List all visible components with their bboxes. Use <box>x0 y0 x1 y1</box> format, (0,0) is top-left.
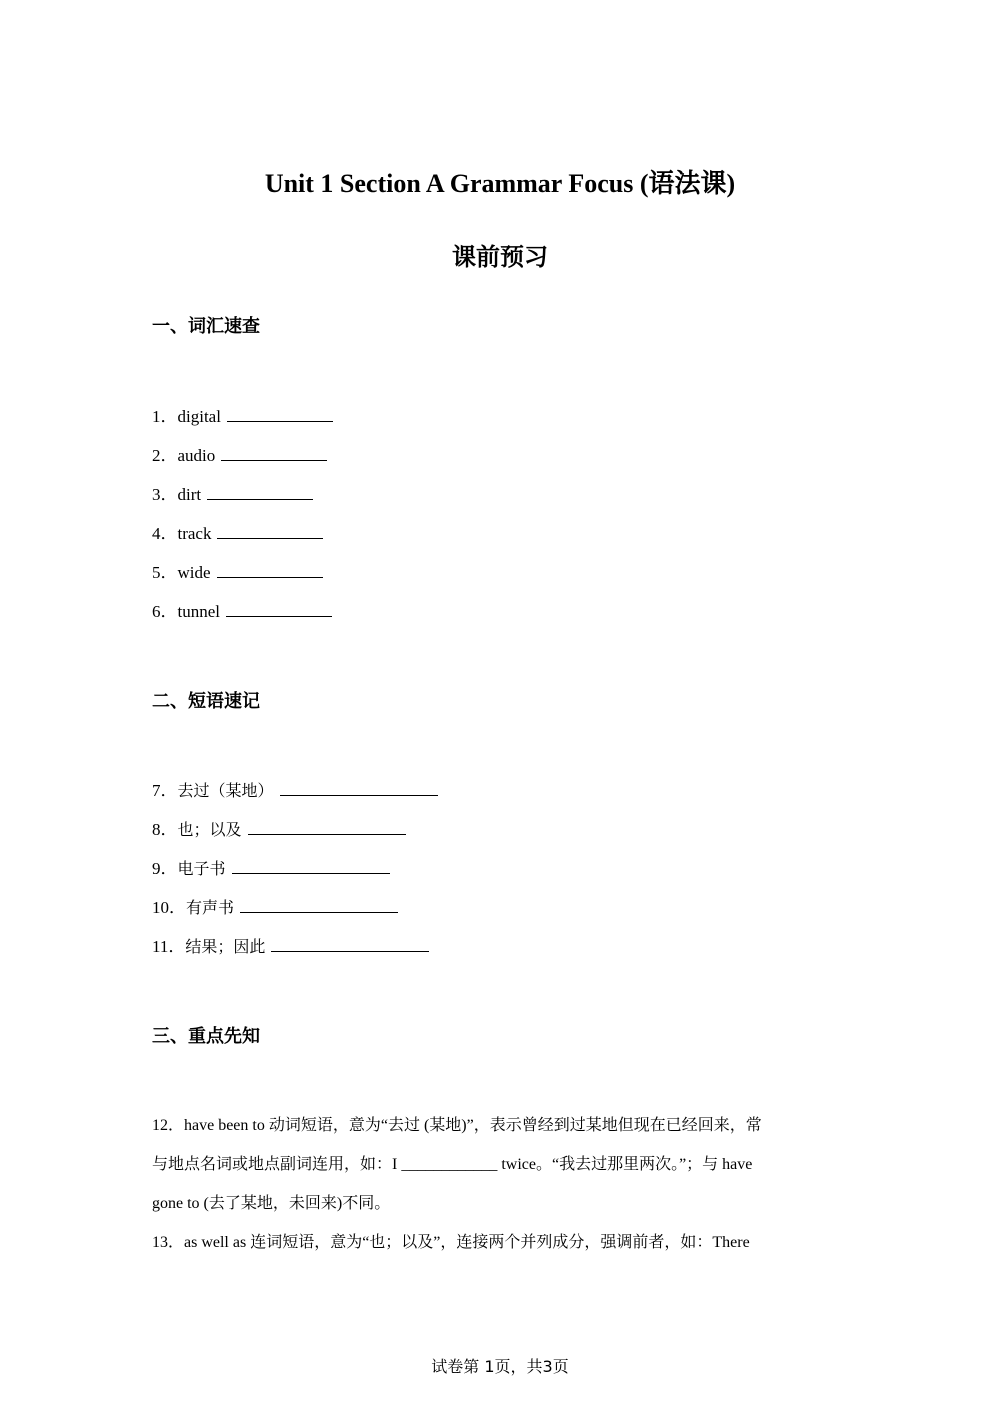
vocab-item <box>152 445 327 467</box>
item-number: 6． <box>152 602 178 621</box>
answer-blank <box>217 524 323 539</box>
item-text: wide <box>177 563 211 582</box>
document-title: Unit 1 Section A Grammar Focus (语法课) <box>264 169 736 198</box>
paragraph-line: 12．have been to 动词短语，意为“去过 (某地)”，表示曾经到过某地但现在已经回来，常 <box>152 1117 762 1134</box>
item-text: 结果；因此 <box>185 937 266 956</box>
item-text: digital <box>177 407 221 426</box>
vocab-item <box>152 484 313 506</box>
item-number: 7． <box>152 781 178 800</box>
answer-blank <box>207 485 313 500</box>
answer-blank <box>227 407 333 422</box>
key-point-paragraph <box>152 1106 852 1223</box>
item-number: 2． <box>152 446 178 465</box>
answer-blank <box>248 820 406 835</box>
page-footer: 试卷第 1页，共3页 <box>431 1357 569 1376</box>
item-text: 电子书 <box>177 859 226 878</box>
paragraph-line: gone to (去了某地，未回来)不同。 <box>152 1195 391 1212</box>
phrase-item <box>152 780 438 802</box>
document-subtitle: 课前预习 <box>452 243 548 271</box>
item-text: dirt <box>177 485 202 504</box>
answer-blank <box>221 446 327 461</box>
answer-blank <box>271 937 429 952</box>
phrase-item <box>152 819 406 841</box>
phrase-item <box>152 858 390 880</box>
item-text: tunnel <box>177 602 220 621</box>
item-text: track <box>177 524 212 543</box>
item-number: 8． <box>152 820 178 839</box>
section-heading-key-points: 三、重点先知 <box>152 1026 260 1047</box>
vocab-item <box>152 406 333 428</box>
phrase-item <box>152 897 398 919</box>
item-number: 1． <box>152 407 178 426</box>
item-number: 5． <box>152 563 178 582</box>
vocab-item <box>152 562 323 584</box>
answer-blank <box>232 859 390 874</box>
item-text: 也；以及 <box>177 820 242 839</box>
paragraph-line: 13．as well as 连词短语，意为“也；以及”，连接两个并列成分，强调前者，如：There <box>152 1234 750 1251</box>
key-point-paragraph <box>152 1223 852 1262</box>
paragraph-line: 与地点名词或地点副词连用，如：I ____________ twice。“我去过那里两次。”；与 have <box>152 1156 753 1173</box>
answer-blank <box>240 898 398 913</box>
answer-blank <box>217 563 323 578</box>
section-heading-phrases: 二、短语速记 <box>152 691 260 712</box>
item-text: audio <box>177 446 216 465</box>
vocab-item <box>152 601 332 623</box>
item-number: 10． <box>152 898 186 917</box>
phrase-item <box>152 936 429 958</box>
answer-blank <box>226 602 332 617</box>
item-number: 3． <box>152 485 178 504</box>
item-number: 9． <box>152 859 178 878</box>
section-heading-vocabulary: 一、词汇速查 <box>152 316 260 337</box>
item-number: 4． <box>152 524 178 543</box>
item-number: 11． <box>152 937 186 956</box>
vocab-item <box>152 523 323 545</box>
answer-blank <box>280 781 438 796</box>
item-text: 有声书 <box>186 898 235 917</box>
item-text: 去过（某地） <box>177 781 274 800</box>
